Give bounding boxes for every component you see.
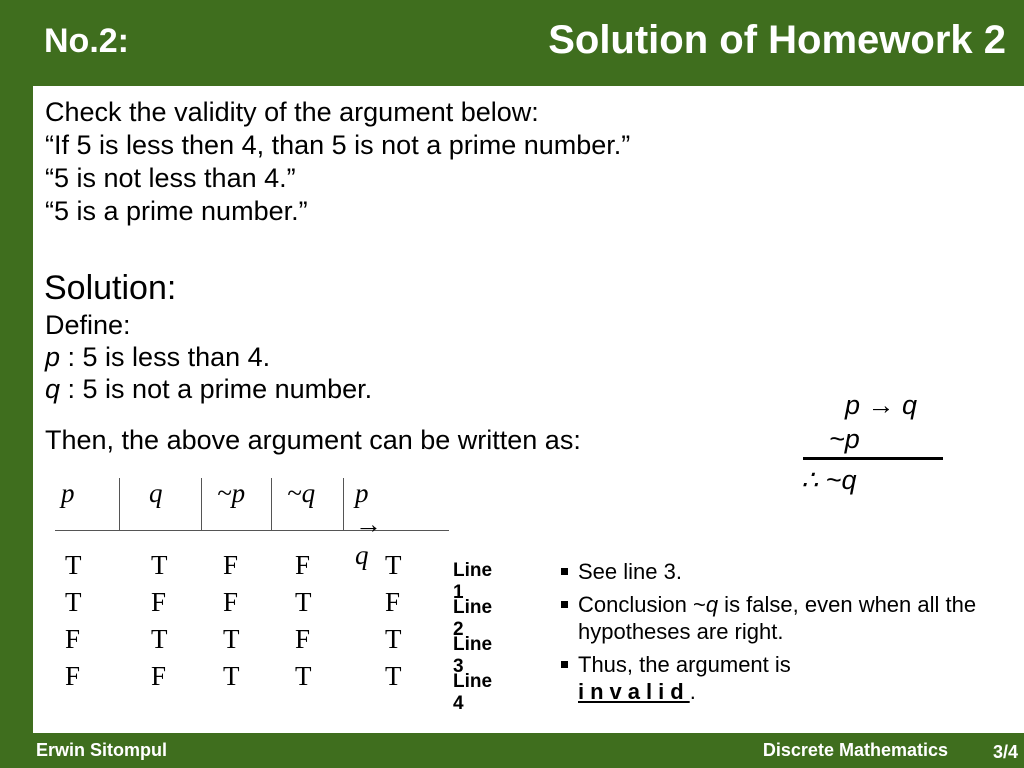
table-cell: T [151, 550, 168, 580]
table-header-not-p: ~p [217, 478, 246, 508]
table-cell: T [295, 587, 312, 617]
table-header-not-q: ~q [287, 478, 316, 508]
conclusion-line [803, 457, 943, 460]
line-label: Line 2 [453, 597, 493, 640]
table-cell: F [151, 587, 167, 617]
table-cell: F [65, 661, 81, 691]
table-header-p: p [61, 478, 75, 508]
slide-title: Solution of Homework 2 [548, 18, 1006, 62]
definition-p [45, 341, 270, 373]
slide-number: No.2: [44, 22, 129, 60]
table-cell: T [385, 661, 402, 691]
bullet-see-line-3 [560, 558, 1020, 585]
table-divider [343, 478, 344, 530]
conclusion: ∴ ~q [801, 465, 857, 495]
definition-text: : 5 is less than 4. [60, 342, 271, 372]
bullet-var-q: q [705, 592, 719, 617]
table-header-p-implies-q: p → q [355, 478, 382, 570]
table-cell: T [295, 661, 312, 691]
problem-statement-1: “If 5 is less then 4, than 5 is not a prime number.” [45, 130, 631, 160]
line-label: Line 1 [453, 560, 493, 603]
footer-author: Erwin Sitompul [36, 740, 168, 760]
definition-q [45, 373, 372, 405]
bullet-text: See line 3. [578, 559, 682, 584]
bullet-argument-invalid [560, 651, 1020, 705]
table-divider [271, 478, 272, 530]
table-divider [55, 530, 449, 531]
table-cell: F [65, 624, 81, 654]
footer-page-number: 3/4 [992, 742, 1018, 762]
define-label: Define: [45, 310, 131, 340]
table-divider [119, 478, 120, 530]
bullet-text: is false, even when all the hypotheses are right. [578, 592, 977, 644]
problem-statement-3: “5 is a prime number.” [45, 196, 308, 226]
bullet-conclusion-false [560, 591, 1020, 645]
solution-heading: Solution: [44, 269, 177, 307]
table-cell: F [295, 624, 311, 654]
definition-text: : 5 is not a prime number. [60, 374, 373, 404]
table-cell: F [385, 587, 401, 617]
table-cell: T [151, 624, 168, 654]
content-panel [33, 86, 1024, 733]
footer-course: Discrete Mathematics [762, 740, 948, 760]
line-label: Line 3 [453, 634, 493, 677]
definition-var: p [45, 342, 61, 372]
problem-statement-2: “5 is not less than 4.” [45, 163, 296, 193]
table-cell: T [65, 587, 82, 617]
table-cell: F [223, 550, 239, 580]
table-header-q: q [149, 478, 163, 508]
table-cell: T [65, 550, 82, 580]
table-cell: T [223, 661, 240, 691]
table-cell: F [295, 550, 311, 580]
premise-1: p → q [845, 390, 918, 420]
table-divider [201, 478, 202, 530]
table-cell: F [151, 661, 167, 691]
line-label: Line 4 [453, 671, 493, 714]
table-cell: T [385, 624, 402, 654]
problem-intro: Check the validity of the argument below: [45, 97, 539, 127]
then-text: Then, the above argument can be written as: [45, 425, 581, 455]
bullet-text: Thus, the argument is [578, 652, 791, 677]
table-cell: T [223, 624, 240, 654]
invalid-label: invalid [578, 679, 690, 704]
definition-var: q [45, 374, 61, 404]
table-cell: F [223, 587, 239, 617]
analysis-notes [560, 558, 1020, 711]
table-cell: T [385, 550, 402, 580]
bullet-text: . [689, 679, 696, 704]
bullet-text: Conclusion ~ [578, 592, 706, 617]
premise-2: ~p [829, 424, 860, 454]
